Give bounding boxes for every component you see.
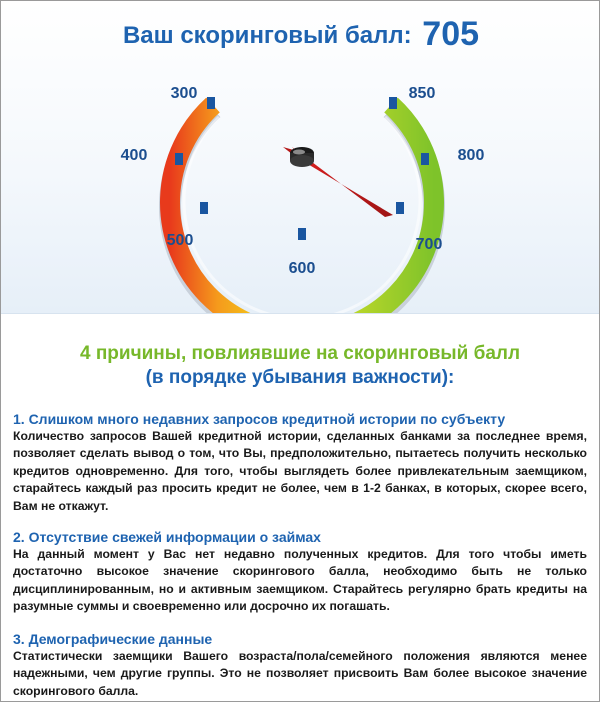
- reason-heading: 1. Слишком много недавних запросов кредитной истории по субъекту: [13, 411, 506, 427]
- score-panel: [1, 1, 599, 314]
- gauge-needle: [283, 147, 393, 217]
- gauge-tick-label-800: 800: [457, 147, 485, 164]
- gauge-tick-label-400: 400: [120, 147, 148, 164]
- reasons-title: [0, 342, 600, 390]
- gauge-tick-mark-850: [389, 97, 397, 109]
- gauge-tick-mark-700: [396, 202, 404, 214]
- reason-heading: 2. Отсутствие свежей информации о займах: [13, 529, 321, 545]
- needle-hub-shine: [293, 150, 305, 155]
- gauge-tick-label-500: 500: [166, 232, 194, 249]
- reason-item-2: [13, 528, 587, 616]
- reason-text: Статистически заемщики Вашего возраста/пола/семейного положения являются менее надежными, чем другие группы. Это не позволяет присвоить Вам более высокое значение скорингового балла.: [13, 649, 587, 698]
- reason-text: На данный момент у Вас нет недавно полученных кредитов. Для того чтобы иметь достаточно высокое значение скорингового балла, необходимо быть не только дисциплинированным, но и активным заемщиком. Старайтесь регулярно брать кредиты на разумные суммы и своевременно или досрочно их погашать.: [13, 547, 587, 614]
- score-gauge: [1, 1, 599, 313]
- reasons-title-line1: 4 причины, повлиявшие на скоринговый балл: [79, 343, 521, 364]
- score-title-label: Ваш скоринговый балл:: [122, 22, 412, 49]
- gauge-tick-mark-400: [175, 153, 183, 165]
- reasons-title-line2: (в порядке убывания важности):: [145, 367, 455, 388]
- needle-hub-base: [290, 155, 314, 167]
- gauge-tick-label-300: 300: [170, 85, 198, 102]
- gauge-tick-label-600: 600: [288, 260, 316, 277]
- gauge-tick-label-850: 850: [408, 85, 436, 102]
- reason-item-3: [13, 630, 587, 700]
- gauge-tick-mark-800: [421, 153, 429, 165]
- gauge-tick-label-700: 700: [415, 236, 443, 253]
- gauge-tick-mark-600: [298, 228, 306, 240]
- reason-item-1: [13, 410, 587, 515]
- reason-heading: 3. Демографические данные: [13, 631, 213, 647]
- score-value: 705: [422, 15, 480, 53]
- gauge-tick-mark-500: [200, 202, 208, 214]
- gauge-tick-mark-300: [207, 97, 215, 109]
- reason-text: Количество запросов Вашей кредитной истории, сделанных банками за последнее время, позволяет сделать вывод о том, что Вы, предположительно, пытаетесь получить несколько кредитов одновременно. Для того, чтобы выглядеть более привлекательным заемщиком, старайтесь каждый раз просить кредит не более, чем в 1-2 банках, в которых, скорее всего, Вам не откажут.: [13, 429, 587, 513]
